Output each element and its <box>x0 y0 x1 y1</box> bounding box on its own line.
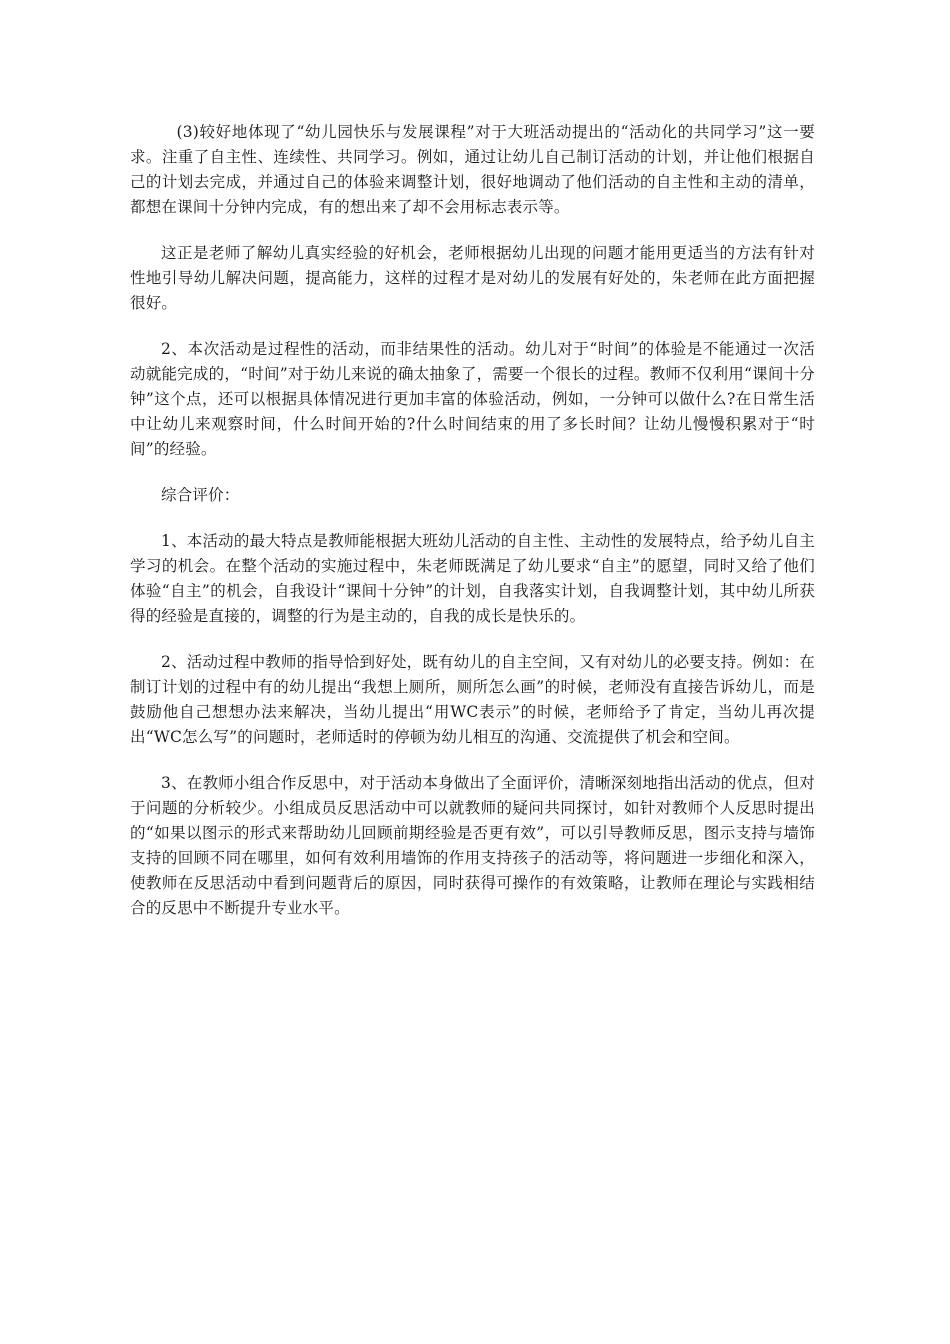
paragraph-process-activity: 2、本次活动是过程性的活动，而非结果性的活动。幼儿对于“时间”的体验是不能通过一次活动就能完成的，“时间”对于幼儿来说的确太抽象了，需要一个很长的过程。教师不仅利用“课间十分钟”这个点，还可以根据具体情况进行更加丰富的体验活动，例如，一分钟可以做什么?在日常生活中让幼儿来观察时间，什么时间开始的?什么时间结束的用了多长时间？让幼儿慢慢积累对于“时间”的经验。 <box>130 340 815 458</box>
section-heading-overall-evaluation: 综合评价： <box>161 486 240 504</box>
paragraph-item-3-reflection: (3)较好地体现了“幼儿园快乐与发展课程”对于大班活动提出的“活动化的共同学习”这一要求。注重了自主性、连续性、共同学习。例如，通过让幼儿自己制订活动的计划，并让他们根据自己的计划去完成，并通过自己的体验来调整计划，很好地调动了他们活动的自主性和主动的清单，都想在课间十分钟内完成，有的想出来了却不会用标志表示等。 <box>130 123 815 216</box>
document-page <box>130 120 815 942</box>
paragraph-evaluation-2: 2、活动过程中教师的指导恰到好处，既有幼儿的自主空间，又有对幼儿的必要支持。例如：在制订计划的过程中有的幼儿提出“我想上厕所，厕所怎么画”的时候，老师没有直接告诉幼儿，而是鼓励他自己想想办法来解决，当幼儿提出“用WC表示”的时候，老师给予了肯定，当幼儿再次提出“WC怎么写”的问题时，老师适时的停顿为幼儿相互的沟通、交流提供了机会和空间。 <box>130 653 815 746</box>
paragraph-evaluation-3: 3、在教师小组合作反思中，对于活动本身做出了全面评价，清晰深刻地指出活动的优点，但对于问题的分析较少。小组成员反思活动中可以就教师的疑问共同探讨，如针对教师个人反思时提出的“如果以图示的形式来帮助幼儿回顾前期经验是否更有效”，可以引导教师反思，图示支持与墙饰支持的回顾不同在哪里，如何有效利用墙饰的作用支持孩子的活动等，将问题进一步细化和深入，使教师在反思活动中看到问题背后的原因，同时获得可操作的有效策略，让教师在理论与实践相结合的反思中不断提升专业水平。 <box>130 774 815 917</box>
paragraph-evaluation-1: 1、本活动的最大特点是教师能根据大班幼儿活动的自主性、主动性的发展特点，给予幼儿自主学习的机会。在整个活动的实施过程中，朱老师既满足了幼儿要求“自主”的愿望，同时又给了他们体验“自主”的机会，自我设计“课间十分钟”的计划，自我落实计划，自我调整计划，其中幼儿所获得的经验是直接的，调整的行为是主动的，自我的成长是快乐的。 <box>130 532 815 625</box>
paragraph-teacher-opportunity: 这正是老师了解幼儿真实经验的好机会，老师根据幼儿出现的问题才能用更适当的方法有针对性地引导幼儿解决问题，提高能力，这样的过程才是对幼儿的发展有好处的，朱老师在此方面把握很好。 <box>130 244 815 312</box>
